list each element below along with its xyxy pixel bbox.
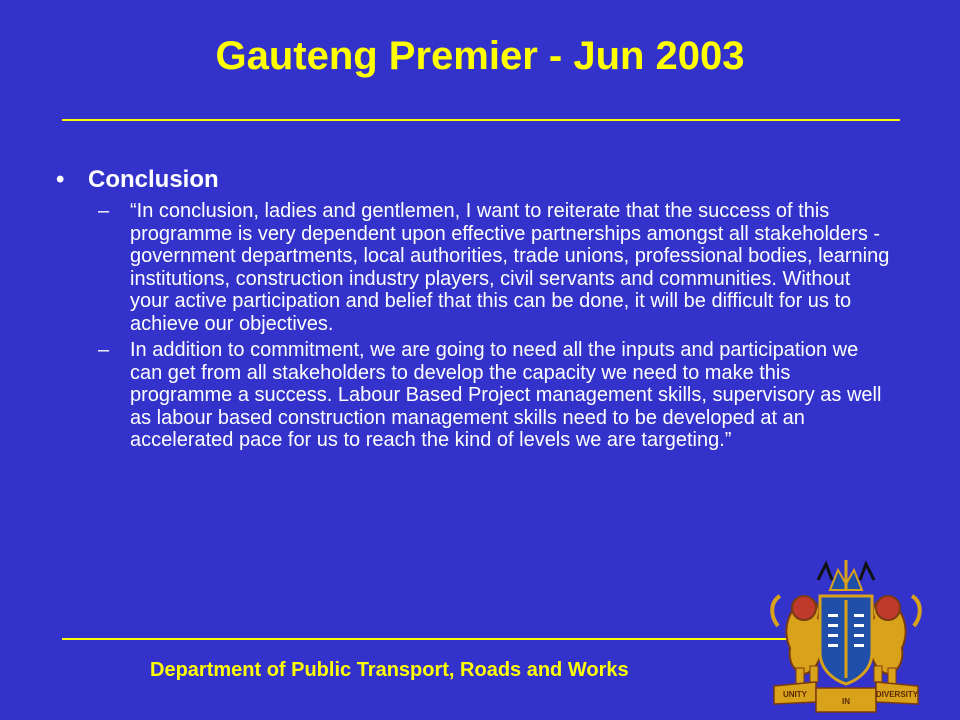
gauteng-coat-of-arms-icon [756, 556, 936, 716]
department-footer: Department of Public Transport, Roads and Works [150, 659, 629, 681]
sub-point [98, 339, 916, 452]
motto-center: IN [842, 697, 850, 706]
motto-right: DIVERSITY [875, 690, 919, 699]
slide-title: Gauteng Premier - Jun 2003 [215, 34, 745, 78]
dash-marker: – [98, 339, 110, 361]
quote-paragraph-2: In addition to commitment, we are going to need all the inputs and participation we can get from all stakeholders to develop the capacity we need to make this programme a success. Labour Based Project management skills, supervisory as well as labour based construction management skills need to be developed at an accelerated pace for us to reach the kind of levels we are targeting.” [130, 339, 882, 451]
crest-crown [818, 560, 874, 590]
footer-divider [62, 638, 802, 640]
quote-paragraph-1: “In conclusion, ladies and gentlemen, I want to reiterate that the success of this programme is very dependent upon effective partnerships amongst all stakeholders - government departments, local authorities, trade unions, professional bodies, learning institutions, construction industry players, civil servants and communities. Without your active participation and belief that this can be done, it will be difficult for us to achieve our objectives. [130, 200, 890, 335]
dash-marker: – [98, 200, 110, 222]
crest-shield [820, 596, 872, 684]
motto-ribbon [774, 682, 919, 712]
conclusion-bullet [56, 164, 916, 196]
right-lion-supporter [867, 596, 920, 684]
motto-left: UNITY [783, 690, 807, 699]
bullet-marker: • [56, 166, 65, 193]
conclusion-heading: Conclusion [88, 166, 219, 193]
left-lion-supporter [772, 596, 825, 684]
slide-content [56, 164, 916, 452]
title-divider [62, 119, 900, 121]
sub-point [98, 200, 916, 335]
